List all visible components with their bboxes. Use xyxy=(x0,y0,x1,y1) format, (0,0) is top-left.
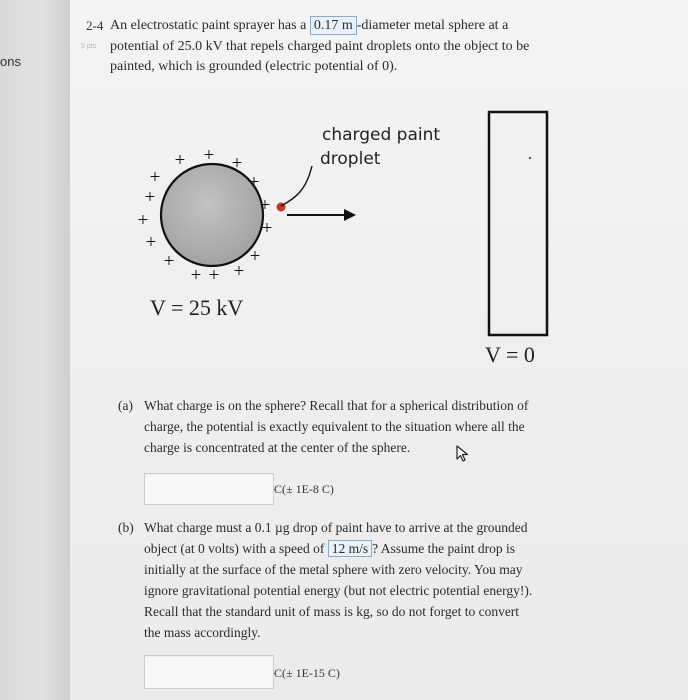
part-a-answer-input[interactable] xyxy=(144,473,274,505)
plus-sign: + xyxy=(231,153,243,174)
part-b-text-2b: ? Assume the paint drop is xyxy=(372,541,515,556)
caption-line-1: charged paint xyxy=(322,125,441,145)
plus-sign: + xyxy=(144,187,156,208)
part-a-line-3: charge is concentrated at the center of the sphere. xyxy=(144,440,411,455)
plus-sign: + xyxy=(233,261,245,282)
caption-line-2: droplet xyxy=(320,149,381,169)
grounded-object xyxy=(489,112,547,335)
object-potential-label: V = 0 xyxy=(485,342,535,367)
part-a-line-2: charge, the potential is exactly equivalent to the situation where all the xyxy=(144,419,525,434)
plus-sign: + xyxy=(190,265,202,286)
sphere-potential-label: V = 25 kV xyxy=(150,295,244,320)
part-b-label: (b) xyxy=(118,520,134,535)
part-a-text xyxy=(144,395,574,458)
plus-sign: + xyxy=(203,145,215,166)
part-b-line-5: Recall that the standard unit of mass is kg, so do not forget to convert xyxy=(144,604,520,619)
diameter-value: 0.17 m xyxy=(310,16,357,35)
part-b-line-1: What charge must a 0.1 µg drop of paint have to arrive at the grounded xyxy=(144,520,528,535)
part-b-line-6: the mass accordingly. xyxy=(144,625,261,640)
part-b-line-2 xyxy=(144,538,574,559)
part-a-label: (a) xyxy=(118,398,133,413)
part-b-line-4: ignore gravitational potential energy (but not electric potential energy!). xyxy=(144,583,533,598)
question-number: 2-4 xyxy=(86,18,104,33)
intro-line-2: potential of 25.0 kV that repels charged paint droplets onto the object to be xyxy=(110,38,530,54)
plus-sign: + xyxy=(145,232,157,253)
part-a-line-1: What charge is on the sphere? Recall that for a spherical distribution of xyxy=(144,398,529,413)
sidebar-label[interactable]: ons xyxy=(0,54,21,69)
part-b-line-3: initially at the surface of the metal sphere with zero velocity. You may xyxy=(144,562,523,577)
plus-sign: + xyxy=(248,172,260,193)
part-b-unit-hint: C(± 1E-15 C) xyxy=(274,666,340,680)
droplet-pointer-line xyxy=(281,166,312,206)
plus-sign: + xyxy=(208,265,220,286)
part-a-unit-hint: C(± 1E-8 C) xyxy=(274,482,334,496)
plus-sign: + xyxy=(174,150,186,171)
speed-value: 12 m/s xyxy=(328,540,372,557)
intro-text-1b: -diameter metal sphere at a xyxy=(356,18,509,33)
points-tag: 5 pts xyxy=(81,43,97,50)
mouse-cursor-icon xyxy=(456,445,470,463)
plus-sign: + xyxy=(149,167,161,188)
intro-line-3: painted, which is grounded (electric potential of 0). xyxy=(110,59,398,74)
part-b-text xyxy=(144,517,574,643)
plus-sign: + xyxy=(137,210,149,231)
plus-sign: + xyxy=(259,195,271,216)
plus-sign: + xyxy=(163,251,175,272)
arrow-head xyxy=(344,209,356,221)
object-speck xyxy=(529,157,531,159)
plus-sign: + xyxy=(249,246,261,267)
intro-text-1a: An electrostatic paint sprayer has a xyxy=(110,18,307,33)
part-b-answer-input[interactable] xyxy=(144,655,274,689)
part-b-text-2a: object (at 0 volts) with a speed of xyxy=(144,541,325,556)
plus-sign: + xyxy=(261,218,273,239)
